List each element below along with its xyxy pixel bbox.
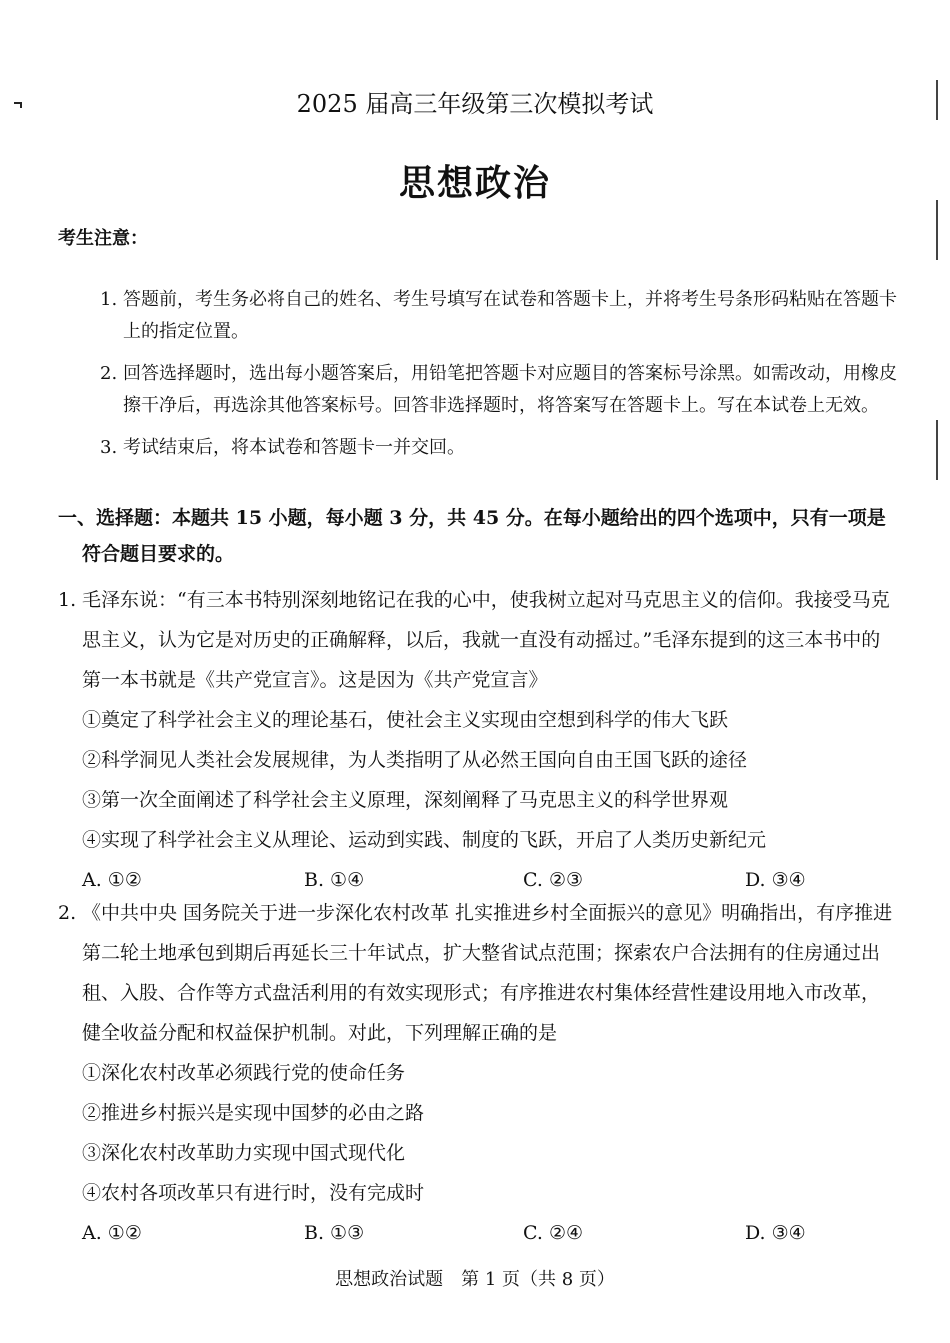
option-a: A. ①② [82,1222,142,1244]
notice-item [100,284,900,348]
option-b: B. ①③ [304,1222,365,1244]
notice-item [100,432,900,464]
statement: ②科学洞见人类社会发展规律，为人类指明了从必然王国向自由王国飞跃的途径 [82,749,748,771]
notice-text: 考试结束后，将本试卷和答题卡一并交回。 [123,437,465,458]
notice-number: 1. [100,289,118,310]
notice-text: 答题前，考生务必将自己的姓名、考生号填写在试卷和答题卡上，并将考生号条形码粘贴在答题卡上的指定位置。 [123,289,897,342]
statement: ②推进乡村振兴是实现中国梦的必由之路 [82,1102,425,1124]
question-number: 1. [58,589,77,611]
statement: ④农村各项改革只有进行时，没有完成时 [82,1182,425,1204]
notice-number: 3. [100,437,118,458]
section-line: 符合题目要求的。 [82,543,235,565]
statement: ④实现了科学社会主义从理论、运动到实践、制度的飞跃，开启了人类历史新纪元 [82,829,767,851]
question-2 [58,893,898,1253]
question-stem [58,893,898,1053]
option-a: A. ①② [82,869,142,891]
notice-list [100,284,900,474]
notice-text: 回答选择题时，选出每小题答案后，用铅笔把答题卡对应题目的答案标号涂黑。如需改动，用橡皮擦干净后，再选涂其他答案标号。回答非选择题时，将答案写在答题卡上。写在本试卷上无效。 [123,363,897,416]
page-footer: 思想政治试题 第 1 页（共 8 页） [335,1269,615,1290]
scan-edge-line [936,200,938,260]
question-text: 《中共中央 国务院关于进一步深化农村改革 扎实推进乡村全面振兴的意见》明确指出，有序推进第二轮土地承包到期后再延长三十年试点，扩大整省试点范围；探索农户合法拥有的住房通过出租、入股、合作等方式盘活利用的有效实现形式；有序推进农村集体经营性建设用地入市改革，健全收益分配和权益保护机制。对此，下列理解正确的是 [82,902,893,1044]
option-d: D. ③④ [745,869,806,891]
notice-heading: 考生注意： [58,228,148,249]
question-stem [58,580,898,700]
section-line: 一、选择题：本题共 15 小题，每小题 3 分，共 45 分。在每小题给出的四个选项中，只有一项是 [58,507,886,529]
notice-item [100,358,900,422]
question-text: 毛泽东说：“有三本书特别深刻地铭记在我的心中，使我树立起对马克思主义的信仰。我接受马克思主义，认为它是对历史的正确解释，以后，我就一直没有动摇过。”毛泽东提到的这三本书中的第一本书就是《共产党宣言》。这是因为《共产党宣言》 [82,589,890,691]
option-c: C. ②④ [523,1222,584,1244]
option-d: D. ③④ [745,1222,806,1244]
statement: ①奠定了科学社会主义的理论基石，使社会主义实现由空想到科学的伟大飞跃 [82,709,729,731]
notice-number: 2. [100,363,118,384]
subject-title: 思想政治 [398,162,551,204]
statement: ③深化农村改革助力实现中国式现代化 [82,1142,406,1164]
question-1 [58,580,898,900]
statement: ③第一次全面阐述了科学社会主义原理，深刻阐释了马克思主义的科学世界观 [82,789,729,811]
option-b: B. ①④ [304,869,365,891]
statement: ①深化农村改革必须践行党的使命任务 [82,1062,406,1084]
answer-options [58,1213,898,1253]
scan-edge-line [936,420,938,480]
question-number: 2. [58,902,77,924]
exam-title: 2025 届高三年级第三次模拟考试 [296,90,654,118]
option-c: C. ②③ [523,869,584,891]
section-heading [58,500,898,572]
